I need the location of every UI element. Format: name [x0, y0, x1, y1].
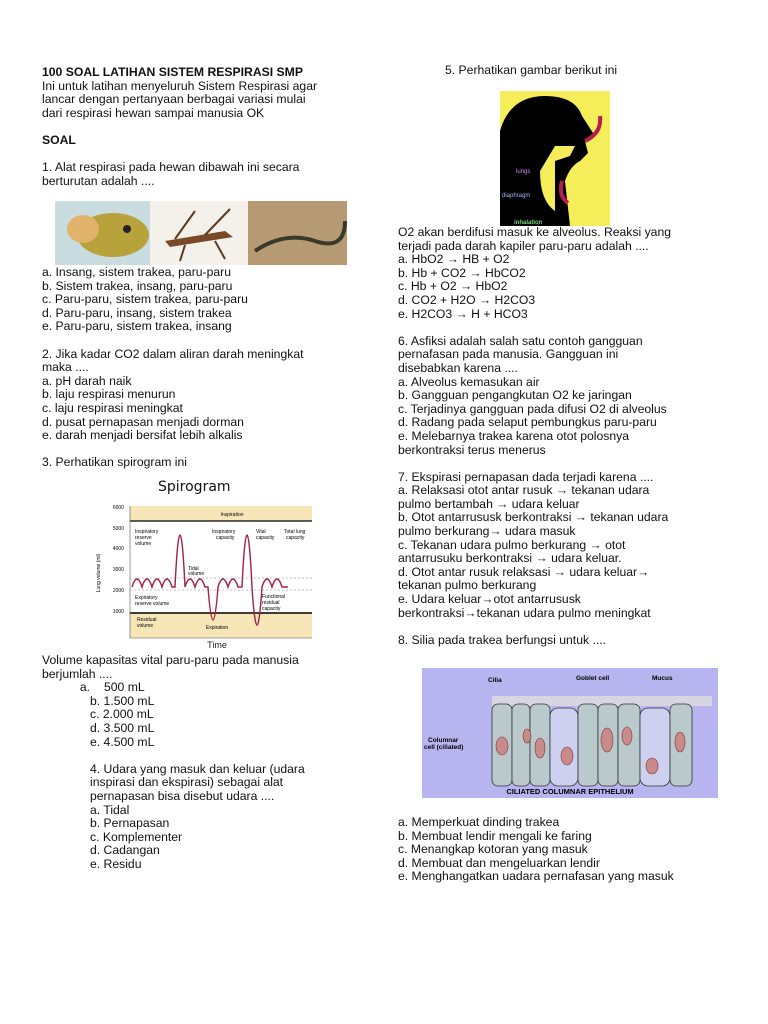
frc-label: capacity: [262, 606, 281, 612]
question-text: 4. Udara yang masuk dan keluar (udara: [90, 761, 305, 776]
intro-block: [42, 66, 317, 188]
option[interactable]: b. Sistem trakea, insang, paru-paru: [42, 278, 233, 293]
q1-options: [42, 266, 304, 470]
inhalation-label: inhalation: [514, 220, 543, 226]
question-text: 3. Perhatikan spirogram ini: [42, 455, 187, 470]
vc-label: capacity: [256, 535, 275, 541]
option[interactable]: c. Tekanan udara pulmo berkurang → otot: [398, 537, 626, 552]
cilia-label: Cilia: [488, 677, 502, 684]
tv-label: Tidal: [188, 566, 199, 572]
y-tick: 1000: [112, 609, 124, 615]
breathing-image: [500, 91, 610, 226]
q5-heading: 5. Perhatikan gambar berikut ini: [445, 63, 618, 77]
option[interactable]: c. Komplementer: [90, 829, 183, 844]
question-text: pernafasan pada manusia. Gangguan ini: [398, 347, 619, 362]
option[interactable]: a. pH darah naik: [42, 373, 132, 388]
document-title: 100 SOAL LATIHAN SISTEM RESPIRASI SMP: [42, 65, 303, 79]
diaphragm-label: diaphragm: [502, 193, 531, 199]
option[interactable]: e. Udara keluar→otot antarrususk: [398, 592, 581, 607]
erv-label: Expiratory: [135, 595, 158, 601]
option[interactable]: e. H2CO3 → H + HCO3: [398, 306, 528, 321]
y-tick: 2000: [112, 588, 124, 594]
y-axis-label: Lung volume (ml): [96, 553, 102, 593]
x-axis-label: Time: [207, 640, 227, 649]
option-value: 500 mL: [104, 680, 145, 695]
tlc-label: capacity: [286, 535, 305, 541]
option[interactable]: pulmo bertambah → udara keluar: [398, 496, 580, 511]
option[interactable]: c. Hb + O2 → HbO2: [398, 279, 508, 294]
q3-block: [42, 654, 305, 872]
ciliated-epithelium-image: [422, 668, 718, 798]
option[interactable]: pulmo berkurang→ udara masuk: [398, 524, 576, 539]
option[interactable]: b. Membuat lendir mengali ke faring: [398, 828, 592, 843]
question-text: maka ....: [42, 360, 89, 375]
irv-label: volume: [135, 541, 152, 547]
option[interactable]: a. HbO2 → HB + O2: [398, 252, 510, 267]
y-tick: 5000: [112, 526, 124, 532]
option[interactable]: b. Otot antarrususk berkontraksi → tekanan udara: [398, 510, 669, 525]
y-tick: 3000: [112, 567, 124, 573]
question-text: inspirasi dan ekspirasi) sebagai alat: [90, 775, 284, 790]
question-text: 7. Ekspirasi pernapasan dada terjadi karena ....: [398, 469, 654, 484]
option[interactable]: antarrusuku berkontraksi → udara keluar.: [398, 551, 622, 566]
irv-label: reserve: [135, 535, 152, 541]
option[interactable]: c. laju respirasi meningkat: [42, 400, 183, 415]
option[interactable]: berkontraksi terus menerus: [398, 442, 546, 457]
question-text: berturutan adalah ....: [42, 173, 155, 188]
columnar-label: Columnar: [428, 737, 459, 744]
figure-caption: CILIATED COLUMNAR EPITHELIUM: [506, 787, 634, 796]
frc-label: Functional: [262, 594, 286, 600]
option[interactable]: d. Otot antar rusuk relaksasi → udara keluar→: [398, 564, 650, 579]
question-text: 1. Alat respirasi pada hewan dibawah ini secara: [42, 160, 300, 175]
question-text: terjadi pada darah kapiler paru-paru adalah ....: [398, 238, 649, 253]
q8-options: [398, 816, 674, 884]
intro-line: dari respirasi hewan sampai manusia OK: [42, 105, 265, 120]
option[interactable]: c. Menangkap kotoran yang masuk: [398, 842, 588, 857]
question-text: berjumlah ....: [42, 666, 113, 681]
vc-label: Vital: [256, 529, 266, 535]
section-heading: SOAL: [42, 132, 76, 147]
option[interactable]: b. laju respirasi menurun: [42, 387, 176, 402]
option[interactable]: d. Cadangan: [90, 843, 160, 858]
option[interactable]: e. Residu: [90, 856, 142, 871]
ic-label: capacity: [216, 535, 235, 541]
option[interactable]: a. Alveolus kemasukan air: [398, 374, 540, 389]
option[interactable]: a. Insang, sistem trakea, paru-paru: [42, 265, 232, 279]
spirogram-figure: [92, 503, 312, 649]
ic-label: Inspiratory: [212, 529, 236, 535]
question-text: pernapasan bisa disebut udara ....: [90, 788, 275, 803]
option[interactable]: b. 1.500 mL: [90, 693, 155, 708]
tlc-label: Total lung: [284, 529, 306, 535]
y-tick: 4000: [112, 546, 124, 552]
rv-label: Residual: [137, 617, 157, 623]
option[interactable]: d. 3.500 mL: [90, 720, 155, 735]
animals-image: [55, 201, 347, 265]
option[interactable]: b. Gangguan pengangkutan O2 ke jaringan: [398, 388, 632, 403]
option[interactable]: d. Paru-paru, insang, sistem trakea: [42, 305, 232, 320]
option[interactable]: c. Paru-paru, sistem trakea, paru-paru: [42, 292, 248, 307]
question-text: 6. Asfiksi adalah salah satu contoh gangguan: [398, 333, 643, 348]
expiration-label: Expiration: [205, 625, 229, 631]
right-questions: [398, 226, 671, 647]
option[interactable]: c. Terjadinya gangguan pada difusi O2 di alveolus: [398, 401, 667, 416]
option[interactable]: berkontraksi→tekanan udara pulmo meningkat: [398, 605, 651, 620]
option[interactable]: d. Radang pada selaput pembungkus paru-paru: [398, 415, 657, 430]
rv-label: volume: [137, 623, 154, 629]
frc-label: residual: [262, 600, 280, 606]
intro-line: Ini untuk latihan menyeluruh Sistem Respirasi agar: [42, 78, 318, 93]
question-text: disebabkan karena ....: [398, 360, 518, 375]
option[interactable]: b. Hb + CO2 → HbCO2: [398, 265, 526, 280]
inspiration-label: Inspiration: [220, 512, 244, 518]
columnar-label: cell (ciliated): [424, 744, 464, 751]
option[interactable]: [42, 681, 305, 695]
question-text: 2. Jika kadar CO2 dalam aliran darah meningkat: [42, 346, 304, 361]
question-text: Volume kapasitas vital paru-paru pada manusia: [42, 653, 299, 667]
question-text: 8. Silia pada trakea berfungsi untuk ....: [398, 632, 606, 647]
tv-label: volume: [188, 571, 205, 577]
question-text: O2 akan berdifusi masuk ke alveolus. Reaksi yang: [398, 225, 672, 239]
erv-label: reserve volume: [135, 601, 170, 607]
mucus-label: Mucus: [652, 675, 673, 682]
option[interactable]: tekanan pulmo berkurang: [398, 578, 537, 593]
lungs-label: lungs: [516, 169, 531, 175]
option[interactable]: b. Pernapasan: [90, 816, 170, 831]
option[interactable]: e. 4.500 mL: [90, 734, 155, 749]
intro-line: lancar dengan pertanyaan berbagai variasi mulai: [42, 92, 306, 107]
option[interactable]: e. Melebarnya trakea karena otot polosnya: [398, 428, 630, 443]
option[interactable]: e. Paru-paru, sistem trakea, insang: [42, 319, 232, 334]
option[interactable]: a. Tidal: [90, 802, 130, 817]
option-letter: a.: [79, 680, 90, 695]
option[interactable]: a. Relaksasi otot antar rusuk → tekanan udara: [398, 483, 650, 498]
goblet-label: Goblet cell: [576, 675, 610, 682]
option[interactable]: c. 2.000 mL: [90, 707, 154, 722]
option[interactable]: e. Menghangatkan uadara pernafasan yang masuk: [398, 869, 674, 884]
option[interactable]: d. Membuat dan mengeluarkan lendir: [398, 855, 600, 870]
y-tick: 6000: [112, 505, 124, 511]
option[interactable]: d. CO2 + H2O → H2CO3: [398, 292, 536, 307]
option[interactable]: e. darah menjadi bersifat lebih alkalis: [42, 428, 243, 443]
spirogram-title: Spirogram: [158, 479, 231, 495]
irv-label: Inspiratory: [135, 529, 159, 535]
option[interactable]: a. Memperkuat dinding trakea: [398, 815, 560, 829]
option[interactable]: d. pusat pernapasan menjadi dorman: [42, 414, 244, 429]
